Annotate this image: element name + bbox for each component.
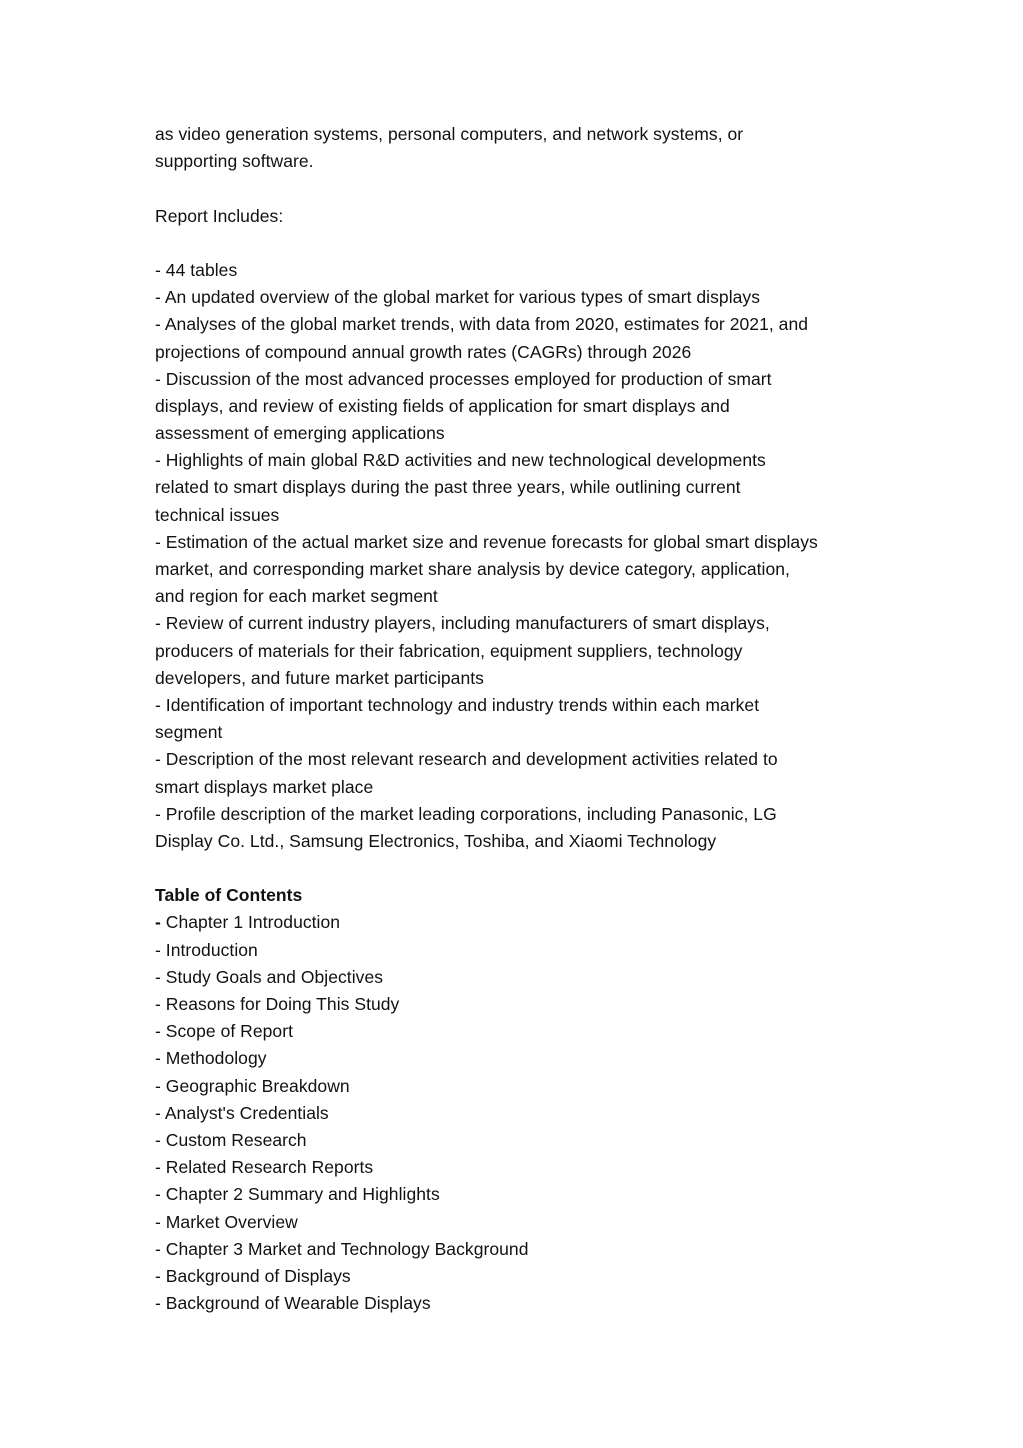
spacer xyxy=(155,230,875,257)
toc-item-label: Chapter 1 Introduction xyxy=(160,912,341,933)
report-includes-line: and region for each market segment xyxy=(155,586,438,607)
report-includes-line: - 44 tables xyxy=(155,259,238,280)
toc-item: - Methodology xyxy=(155,1048,267,1069)
report-includes-line: - Estimation of the actual market size and revenue forecasts for global smart displays xyxy=(155,531,818,552)
toc-item: - Geographic Breakdown xyxy=(155,1075,350,1096)
report-includes-line: technical issues xyxy=(155,504,280,525)
report-includes-line: producers of materials for their fabrication, equipment suppliers, technology xyxy=(155,640,743,661)
report-includes-line: - Analyses of the global market trends, with data from 2020, estimates for 2021, and xyxy=(155,314,809,335)
toc-item: - Scope of Report xyxy=(155,1021,294,1042)
report-includes-line: - Identification of important technology and industry trends within each market xyxy=(155,694,760,715)
report-includes-line: - Description of the most relevant research and development activities related to xyxy=(155,749,778,770)
report-includes-line: Display Co. Ltd., Samsung Electronics, Toshiba, and Xiaomi Technology xyxy=(155,830,717,851)
toc-item: - Introduction xyxy=(155,939,258,960)
toc-item: - Custom Research xyxy=(155,1129,307,1150)
report-includes-line: - Profile description of the market leading corporations, including Panasonic, LG xyxy=(155,803,777,824)
spacer xyxy=(155,175,875,202)
intro-paragraph xyxy=(155,121,875,175)
toc-item: - Chapter 3 Market and Technology Background xyxy=(155,1238,529,1259)
toc-heading: Table of Contents xyxy=(155,885,303,906)
intro-line: supporting software. xyxy=(155,151,314,172)
report-includes-line: segment xyxy=(155,722,223,743)
spacer xyxy=(155,855,875,882)
report-includes-line: projections of compound annual growth rates (CAGRs) through 2026 xyxy=(155,341,692,362)
report-includes-line: - Discussion of the most advanced processes employed for production of smart xyxy=(155,368,772,389)
toc-item: - Background of Displays xyxy=(155,1265,351,1286)
report-includes-line: - Review of current industry players, including manufacturers of smart displays, xyxy=(155,613,770,634)
toc-list xyxy=(155,909,875,1317)
report-includes-list xyxy=(155,257,875,855)
toc-item: - Market Overview xyxy=(155,1211,298,1232)
toc-item: - Study Goals and Objectives xyxy=(155,966,384,987)
toc-bullet: - xyxy=(155,912,161,933)
toc-item: - Reasons for Doing This Study xyxy=(155,994,400,1014)
report-includes-line: developers, and future market participants xyxy=(155,667,484,688)
intro-line: as video generation systems, personal computers, and network systems, or xyxy=(155,124,744,144)
toc-item: - Background of Wearable Displays xyxy=(155,1293,431,1314)
toc-item-chapter-1 xyxy=(155,909,875,936)
report-includes-line: - Highlights of main global R&D activities and new technological developments xyxy=(155,450,766,471)
document-page xyxy=(155,121,875,1317)
report-includes-line: related to smart displays during the past three years, while outlining current xyxy=(155,477,741,498)
toc-item: - Analyst's Credentials xyxy=(155,1102,329,1123)
report-includes-line: smart displays market place xyxy=(155,776,374,797)
report-includes-line: market, and corresponding market share analysis by device category, application, xyxy=(155,559,790,579)
report-includes-heading: Report Includes: xyxy=(155,205,284,226)
report-includes-line: assessment of emerging applications xyxy=(155,423,445,444)
report-includes-line: - An updated overview of the global market for various types of smart displays xyxy=(155,287,761,308)
report-includes-line: displays, and review of existing fields of application for smart displays and xyxy=(155,395,730,416)
toc-item: - Chapter 2 Summary and Highlights xyxy=(155,1184,440,1205)
toc-item: - Related Research Reports xyxy=(155,1157,374,1178)
